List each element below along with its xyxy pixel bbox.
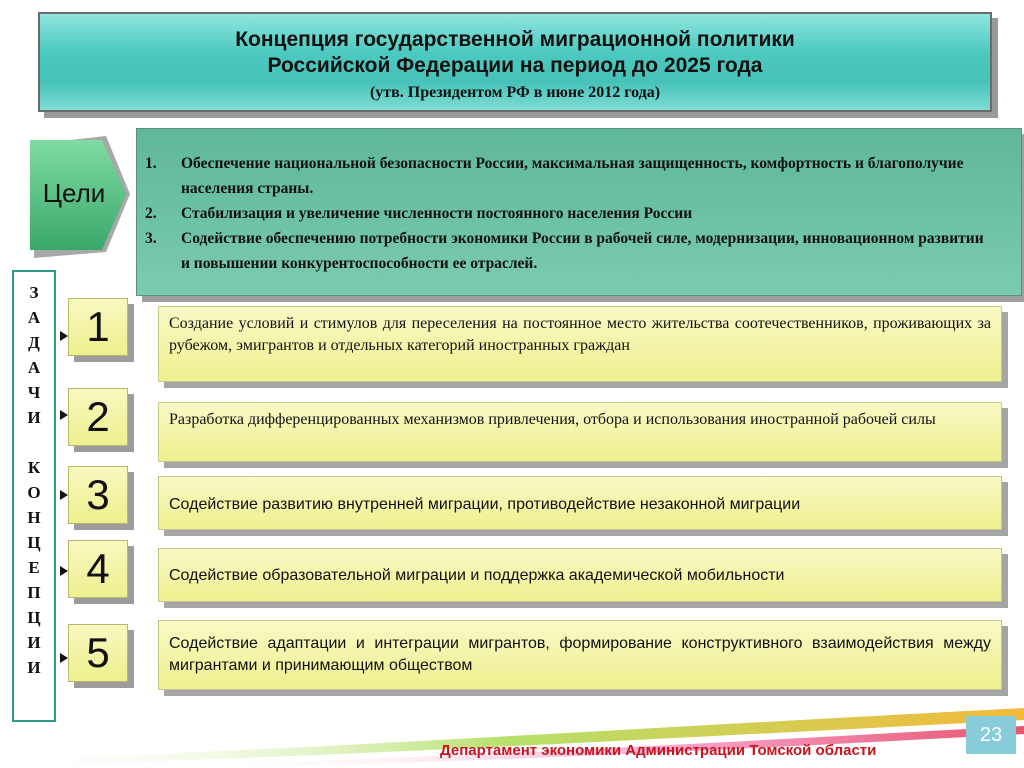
task-item-2 <box>158 402 1002 462</box>
task-number-badge: 3 <box>68 466 128 524</box>
task-number-badge: 1 <box>68 298 128 356</box>
tasks-vertical-label <box>12 270 56 722</box>
pointer-arrow-icon <box>60 410 68 420</box>
page-number-badge: 23 <box>966 716 1016 754</box>
task-text: Содействие развитию внутренней миграции, противодействие незаконной миграции <box>169 496 801 513</box>
title-line-1: Концепция государственной миграционной политики <box>235 28 795 51</box>
task-text: Разработка дифференцированных механизмов привлечения, отбора и использования иностранной рабочей силы <box>169 411 936 428</box>
goals-label-text: Цели <box>42 178 106 208</box>
task-item-3 <box>158 476 1002 530</box>
goals-panel <box>136 128 1022 296</box>
task-item-5 <box>158 620 1002 690</box>
goal-item: 2. Стабилизация и увеличение численности постоянного населения России <box>145 205 693 222</box>
tasks-vertical-letters: З А Д А Ч И К О Н Ц Е П Ц И И <box>27 283 41 677</box>
task-text: Создание условий и стимулов для переселения на постоянное место жительства соотечественников, проживающих за рубежом, эмигрантов и отдельных категорий иностранных граждан <box>169 315 991 354</box>
goal-item: 3. Содействие обеспечению потребности экономики России в рабочей силе, модернизации, инновационном развитии и повышении конкурентоспособности ее отраслей. <box>145 230 984 272</box>
task-number-badge: 4 <box>68 540 128 598</box>
goals-list <box>145 151 995 276</box>
pointer-arrow-icon <box>60 566 68 576</box>
pointer-arrow-icon <box>60 490 68 500</box>
task-text: Содействие образовательной миграции и поддержка академической мобильности <box>169 567 785 584</box>
pointer-arrow-icon <box>60 653 68 663</box>
title-banner <box>38 12 992 112</box>
task-number-badge: 5 <box>68 624 128 682</box>
task-number-badge: 2 <box>68 388 128 446</box>
title-line-2: Российской Федерации на период до 2025 года <box>267 54 763 77</box>
footer-department: Департамент экономики Администрации Томской области <box>440 742 877 759</box>
task-item-1 <box>158 306 1002 382</box>
goals-label-arrow <box>24 136 132 254</box>
task-item-4 <box>158 548 1002 602</box>
title-subtitle: (утв. Президентом РФ в июне 2012 года) <box>369 84 661 101</box>
goal-item: 1. Обеспечение национальной безопасности России, максимальная защищенность, комфортность и благополучие населения страны. <box>145 155 964 197</box>
task-text: Содействие адаптации и интеграции мигрантов, формирование конструктивного взаимодействия между мигрантами и принимающим обществом <box>169 635 991 674</box>
pointer-arrow-icon <box>60 331 68 341</box>
